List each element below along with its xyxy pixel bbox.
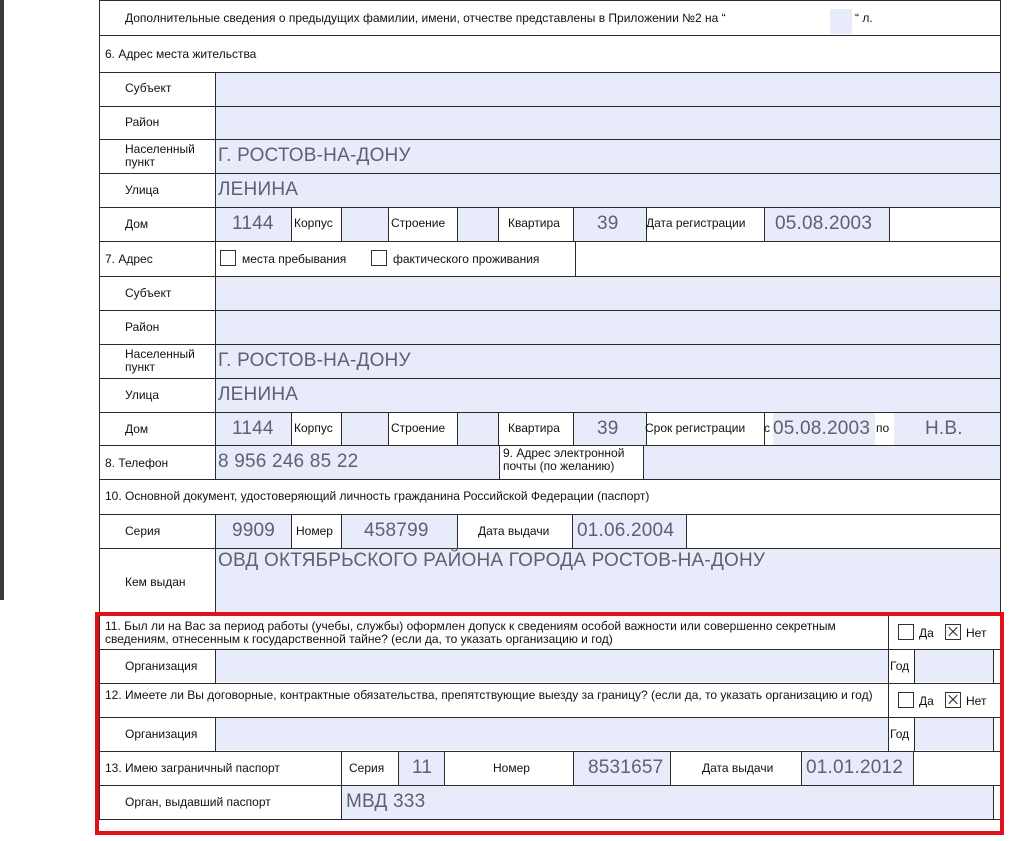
checkbox-actual-residence[interactable] <box>371 250 387 266</box>
page-edge <box>0 0 4 600</box>
residence-regdate-value: 05.08.2003 <box>775 213 873 234</box>
q13-issue-date-value: 01.01.2012 <box>806 757 904 778</box>
q13-issuer-label: Орган, выдавший паспорт <box>125 795 271 809</box>
q12-question: 12. Имеете ли Вы договорные, контрактные обязательства, препятствующие выезду за границу? (если да, то указать организацию и год) <box>105 688 873 702</box>
phone-label: 8. Телефон <box>105 456 169 470</box>
passport-issue-date-value: 01.06.2004 <box>577 520 675 541</box>
q13-series-label: Серия <box>349 761 385 775</box>
application-form <box>99 0 1000 835</box>
addr7-regterm-label: Срок регистрации <box>645 421 746 435</box>
residence-subject-field[interactable] <box>216 73 1000 106</box>
extra-info-text: Дополнительные сведения о предыдущих фамилии, имени, отчестве представлены в Приложении №2 на “ <box>125 11 726 25</box>
passport-issued-by-value: ОВД ОКТЯБРЬСКОГО РАЙОНА ГОРОДА РОСТОВ-НА-ДОНУ <box>218 550 766 571</box>
addr7-apartment-value: 39 <box>597 418 619 439</box>
q12-no-checkbox[interactable] <box>945 692 961 708</box>
q13-number-label: Номер <box>493 761 530 775</box>
addr7-structure-field[interactable] <box>458 413 498 445</box>
addr7-to-value: Н.В. <box>925 418 963 439</box>
q13-label: 13. Имею заграничный паспорт <box>105 761 280 775</box>
q11-organization-label: Организация <box>125 659 198 673</box>
residence-structure-label: Строение <box>391 216 446 230</box>
addr7-locality-value: Г. РОСТОВ-НА-ДОНУ <box>218 350 411 371</box>
section-6-header: 6. Адрес места жительства <box>105 47 257 61</box>
residence-locality-value: Г. РОСТОВ-НА-ДОНУ <box>218 145 411 166</box>
section-10-header: 10. Основной документ, удостоверяющий личность гражданина Российской Федерации (паспорт) <box>105 489 650 503</box>
option-actual-residence-label: фактического проживания <box>393 252 540 266</box>
q12-organization-label: Организация <box>125 727 198 741</box>
addr7-street-value: ЛЕНИНА <box>218 384 299 405</box>
email-field[interactable] <box>644 446 1000 479</box>
passport-issue-date-label: Дата выдачи <box>478 524 550 538</box>
q11-no-checkbox[interactable] <box>945 624 961 640</box>
q12-organization-field[interactable] <box>216 718 888 750</box>
residence-structure-field[interactable] <box>458 208 498 241</box>
q12-yes-label: Да <box>919 694 934 708</box>
q13-issuer-value: МВД 333 <box>346 791 426 812</box>
q13-issue-date-label: Дата выдачи <box>702 761 774 775</box>
checkbox-place-of-stay[interactable] <box>220 250 236 266</box>
passport-number-value: 458799 <box>364 520 429 541</box>
residence-regdate-label: Дата регистрации <box>646 216 746 230</box>
passport-issued-by-label: Кем выдан <box>125 575 186 589</box>
addr7-apartment-label: Квартира <box>508 421 560 435</box>
section-7-header: 7. Адрес <box>105 252 153 266</box>
addr7-street-field[interactable] <box>216 379 1000 412</box>
residence-locality-label: Населенный пункт <box>125 142 195 169</box>
q11-no-label: Нет <box>966 626 987 640</box>
residence-apartment-label: Квартира <box>508 216 560 230</box>
residence-street-label: Улица <box>125 183 160 197</box>
addr7-district-label: Район <box>125 320 160 334</box>
email-label: 9. Адрес электронной почты (по желанию) <box>503 446 625 473</box>
residence-house-value: 1144 <box>232 213 274 234</box>
q12-year-field[interactable] <box>915 718 993 750</box>
q11-yes-checkbox[interactable] <box>898 624 914 640</box>
residence-building-label: Корпус <box>294 216 333 230</box>
q13-number-value: 8531657 <box>588 757 664 778</box>
q13-series-value: 11 <box>412 757 433 778</box>
addr7-building-field[interactable] <box>342 413 388 445</box>
q12-year-label: Год <box>890 727 910 741</box>
residence-apartment-value: 39 <box>597 213 619 234</box>
addr7-locality-label: Населенный пункт <box>125 347 195 374</box>
addr7-house-value: 1144 <box>232 418 274 439</box>
extra-info-suffix: “ л. <box>855 11 873 25</box>
q11-year-field[interactable] <box>915 650 993 682</box>
q11-question: 11. Был ли на Вас за период работы (учебы, службы) оформлен допуск к сведениям особой важности или совершенно секретным сведениям, отнесенным к государственной тайне? (если да, то указать организацию и год) <box>105 619 836 646</box>
phone-value: 8 956 246 85 22 <box>218 451 359 472</box>
residence-subject-label: Субъект <box>125 81 172 95</box>
q11-organization-field[interactable] <box>216 650 888 682</box>
addr7-structure-label: Строение <box>391 421 446 435</box>
passport-number-label: Номер <box>296 524 333 538</box>
addr7-house-label: Дом <box>125 422 149 436</box>
passport-series-value: 9909 <box>232 520 276 541</box>
q13-issuer-field[interactable] <box>342 786 993 819</box>
q11-year-label: Год <box>890 659 910 673</box>
option-place-of-stay-label: места пребывания <box>242 252 347 266</box>
addr7-subject-field[interactable] <box>216 277 1000 310</box>
q11-yes-label: Да <box>919 626 934 640</box>
residence-district-label: Район <box>125 115 160 129</box>
addr7-building-label: Корпус <box>294 421 333 435</box>
addr7-subject-label: Субъект <box>125 286 172 300</box>
residence-building-field[interactable] <box>342 208 388 241</box>
residence-house-label: Дом <box>125 217 149 231</box>
residence-street-value: ЛЕНИНА <box>218 179 299 200</box>
residence-district-field[interactable] <box>216 107 1000 139</box>
q12-no-label: Нет <box>966 694 987 708</box>
addr7-from-value: 05.08.2003 <box>773 418 871 439</box>
q12-yes-checkbox[interactable] <box>898 692 914 708</box>
addr7-street-label: Улица <box>125 388 160 402</box>
passport-series-label: Серия <box>125 524 161 538</box>
addr7-to-label: по <box>876 421 890 435</box>
addr7-district-field[interactable] <box>216 311 1000 344</box>
residence-street-field[interactable] <box>216 174 1000 207</box>
extra-pages-field[interactable] <box>830 9 852 34</box>
addr7-from-label: с <box>764 421 770 435</box>
